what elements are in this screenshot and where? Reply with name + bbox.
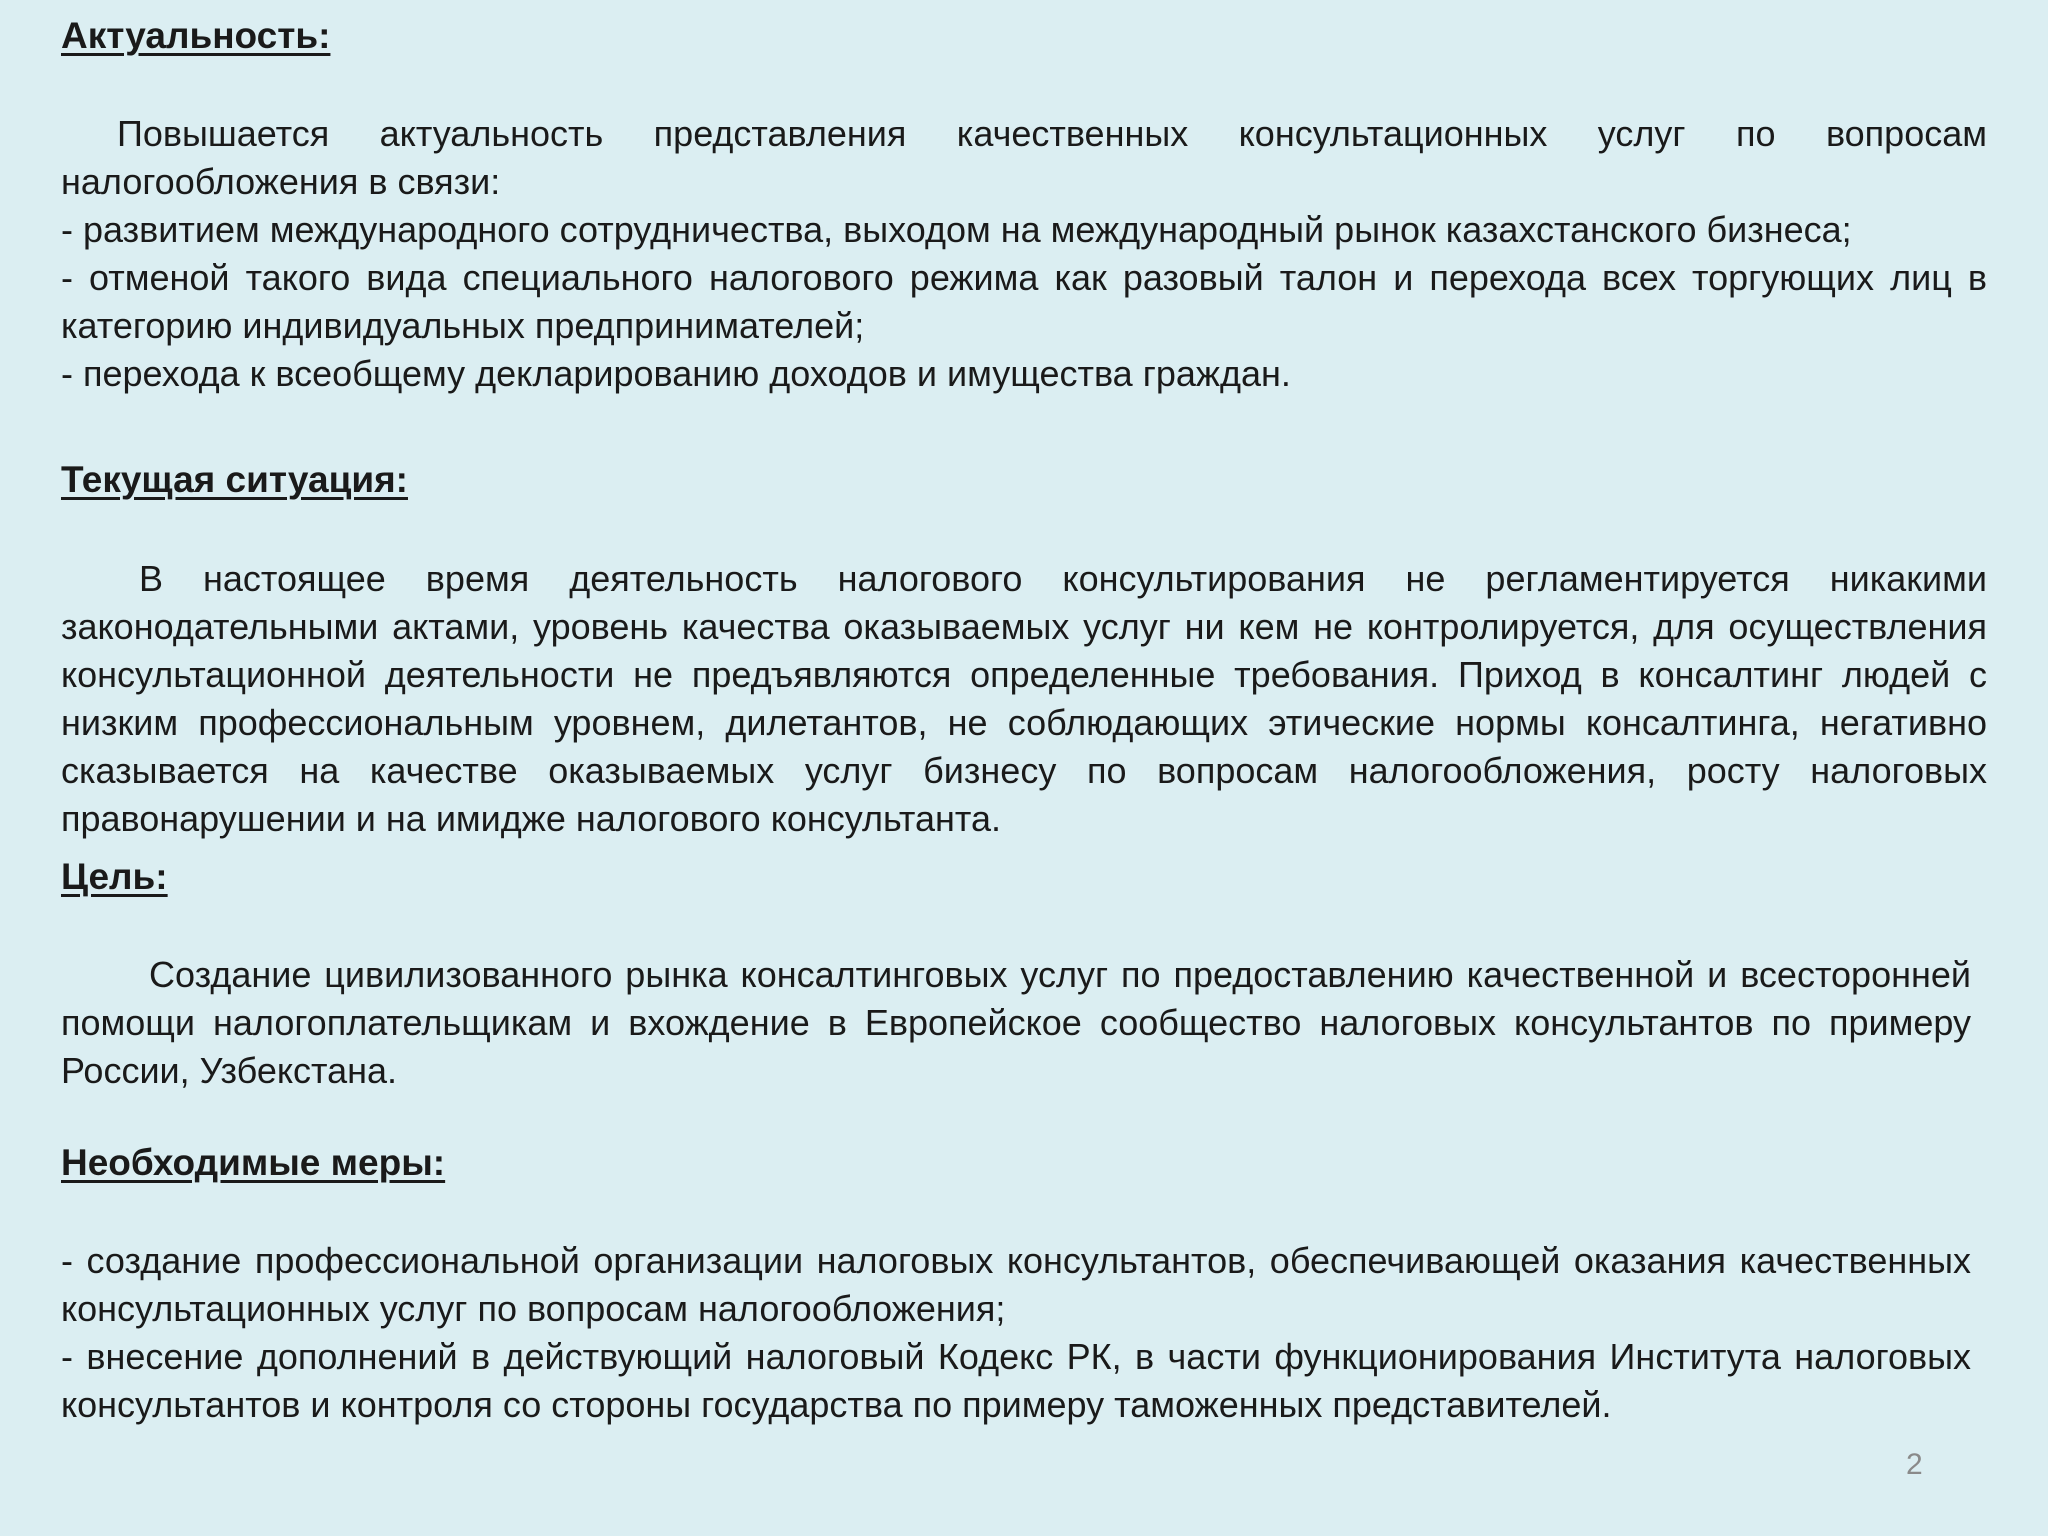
goal-body [61, 951, 1971, 1095]
page-number: 2 [1906, 1448, 1923, 1481]
relevance-item: - отменой такого вида специального налогового режима как разовый талон и перехода всех торгующих лиц в категорию индивидуальных предпринимателей; [61, 257, 1987, 346]
measures-item: - внесение дополнений в действующий налоговый Кодекс РК, в части функционирования Института налоговых консультантов и контроля со стороны государства по примеру таможенных представителей. [61, 1336, 1971, 1425]
relevance-item: - перехода к всеобщему декларированию доходов и имущества граждан. [61, 353, 1291, 394]
measures-item: - создание профессиональной организации налоговых консультантов, обеспечивающей оказания качественных консультационных услуг по вопросам налогообложения; [61, 1240, 1971, 1329]
situation-body [61, 555, 1987, 843]
situation-text: В настоящее время деятельность налогового консультирования не регламентируется никакими законодательными актами, уровень качества оказываемых услуг ни кем не контролируется, для осуществления консультационной деятельности не предъявляются определенные требования. Приход в консалтинг людей с низким профессиональным уровнем, дилетантов, не соблюдающих этические нормы консалтинга, негативно сказывается на качестве оказываемых услуг бизнесу по вопросам налогообложения, росту налоговых правонарушении и на имидже налогового консультанта. [61, 558, 1987, 839]
heading-measures: Необходимые меры: [61, 1142, 446, 1183]
goal-text: Создание цивилизованного рынка консалтинговых услуг по предоставлению качественной и всесторонней помощи налогоплательщикам и вхождение в Европейское сообщество налоговых консультантов по примеру России, Узбекстана. [61, 954, 1971, 1091]
heading-relevance: Актуальность: [61, 15, 331, 56]
relevance-item: - развитием международного сотрудничества, выходом на международный рынок казахстанского бизнеса; [61, 209, 1852, 250]
relevance-body [61, 110, 1987, 398]
relevance-intro: Повышается актуальность представления качественных консультационных услуг по вопросам налогообложения в связи: [61, 113, 1987, 202]
measures-body [61, 1237, 1971, 1429]
heading-goal: Цель: [61, 856, 168, 897]
heading-situation: Текущая ситуация: [61, 459, 408, 500]
